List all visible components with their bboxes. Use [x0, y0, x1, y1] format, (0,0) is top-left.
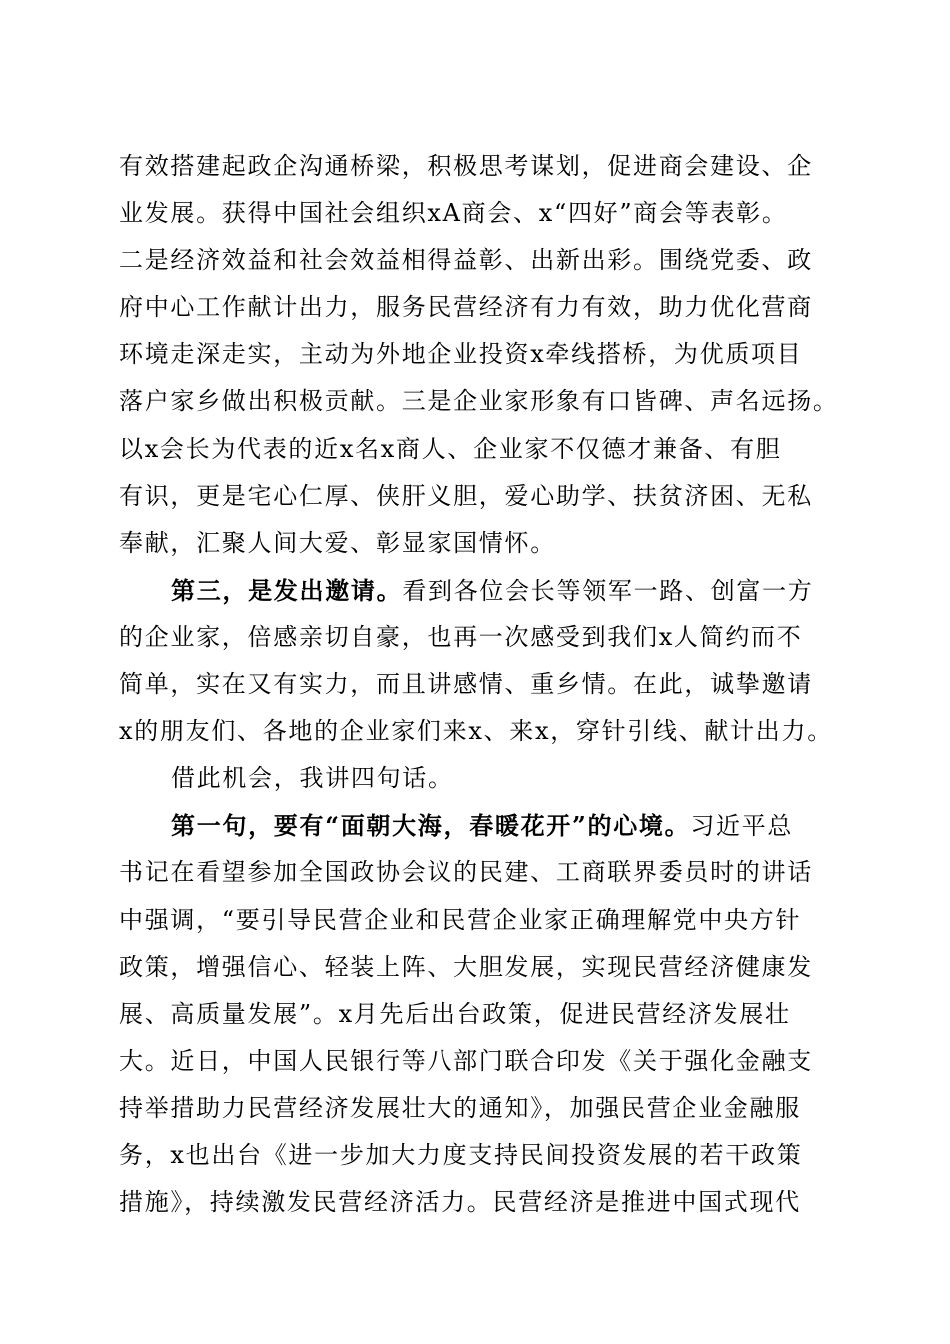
text-line: 借此机会，我讲四句话。	[171, 764, 454, 793]
text-line: 中强调，“要引导民营企业和民营企业家正确理解党中央方针	[119, 905, 802, 934]
text-line: 以x会长为代表的近x名x商人、企业家不仅德才兼备、有胆	[119, 434, 782, 463]
text-line	[119, 567, 831, 614]
text-line: 落户家乡做出积极贡献。三是企业家形象有口皆碑、声名远扬。	[119, 387, 839, 416]
text-line: 业发展。获得中国社会组织xA商会、x“四好”商会等表彰。	[119, 199, 788, 228]
text-run: 习近平总	[690, 812, 794, 841]
paragraph-heading: 第一句，要有“面朝大海，春暖花开”的心境。	[171, 811, 691, 841]
text-line: 二是经济效益和社会效益相得益彰、出新出彩。围绕党委、政	[119, 246, 813, 275]
paragraph-invitation	[119, 567, 831, 755]
paragraph-achievements	[119, 143, 839, 567]
text-line: 环境走深走实，主动为外地企业投资x牵线搭桥，为优质项目	[119, 340, 803, 369]
text-line: 政策，增强信心、轻装上阵、大胆发展，实现民营经济健康发	[119, 952, 813, 981]
text-line: 措施》，持续激发民营经济活力。民营经济是推进中国式现代	[119, 1188, 801, 1217]
text-line: 简单，实在又有实力，而且讲感情、重乡情。在此，诚挚邀请	[119, 670, 813, 699]
paragraph-transition	[119, 755, 831, 802]
text-line: 大。近日，中国人民银行等八部门联合印发《关于强化金融支	[119, 1046, 813, 1075]
text-line: 奉献，汇聚人间大爱、彰显家国情怀。	[119, 528, 556, 557]
text-line: x的朋友们、各地的企业家们来x、来x，穿针引线、献计出力。	[119, 717, 833, 746]
text-line: 有识，更是宅心仁厚、侠肝义胆，爱心助学、扶贫济困、无私	[119, 481, 813, 510]
document-body	[119, 143, 839, 1226]
text-line: 的企业家，倍感亲切自豪，也再一次感受到我们x人简约而不	[119, 622, 803, 651]
text-line: 务，x也出台《进一步加大力度支持民间投资发展的若干政策	[119, 1140, 803, 1169]
text-line: 展、高质量发展”。x月先后出台政策，促进民营经济发展壮	[119, 999, 791, 1028]
text-line	[119, 802, 831, 849]
text-line: 有效搭建起政企沟通桥梁，积极思考谋划，促进商会建设、企	[119, 152, 813, 180]
text-line: 持举措助力民营经济发展壮大的通知》，加强民营企业金融服	[119, 1093, 801, 1122]
text-line: 书记在看望参加全国政协会议的民建、工商联界委员时的讲话	[119, 858, 813, 887]
text-run: 看到各位会长等领军一路、创富一方	[402, 576, 814, 605]
paragraph-heading: 第三，是发出邀请。	[171, 575, 403, 605]
paragraph-first-sentence	[119, 802, 831, 1226]
text-line: 府中心工作献计出力，服务民营经济有力有效，助力优化营商	[119, 293, 813, 322]
